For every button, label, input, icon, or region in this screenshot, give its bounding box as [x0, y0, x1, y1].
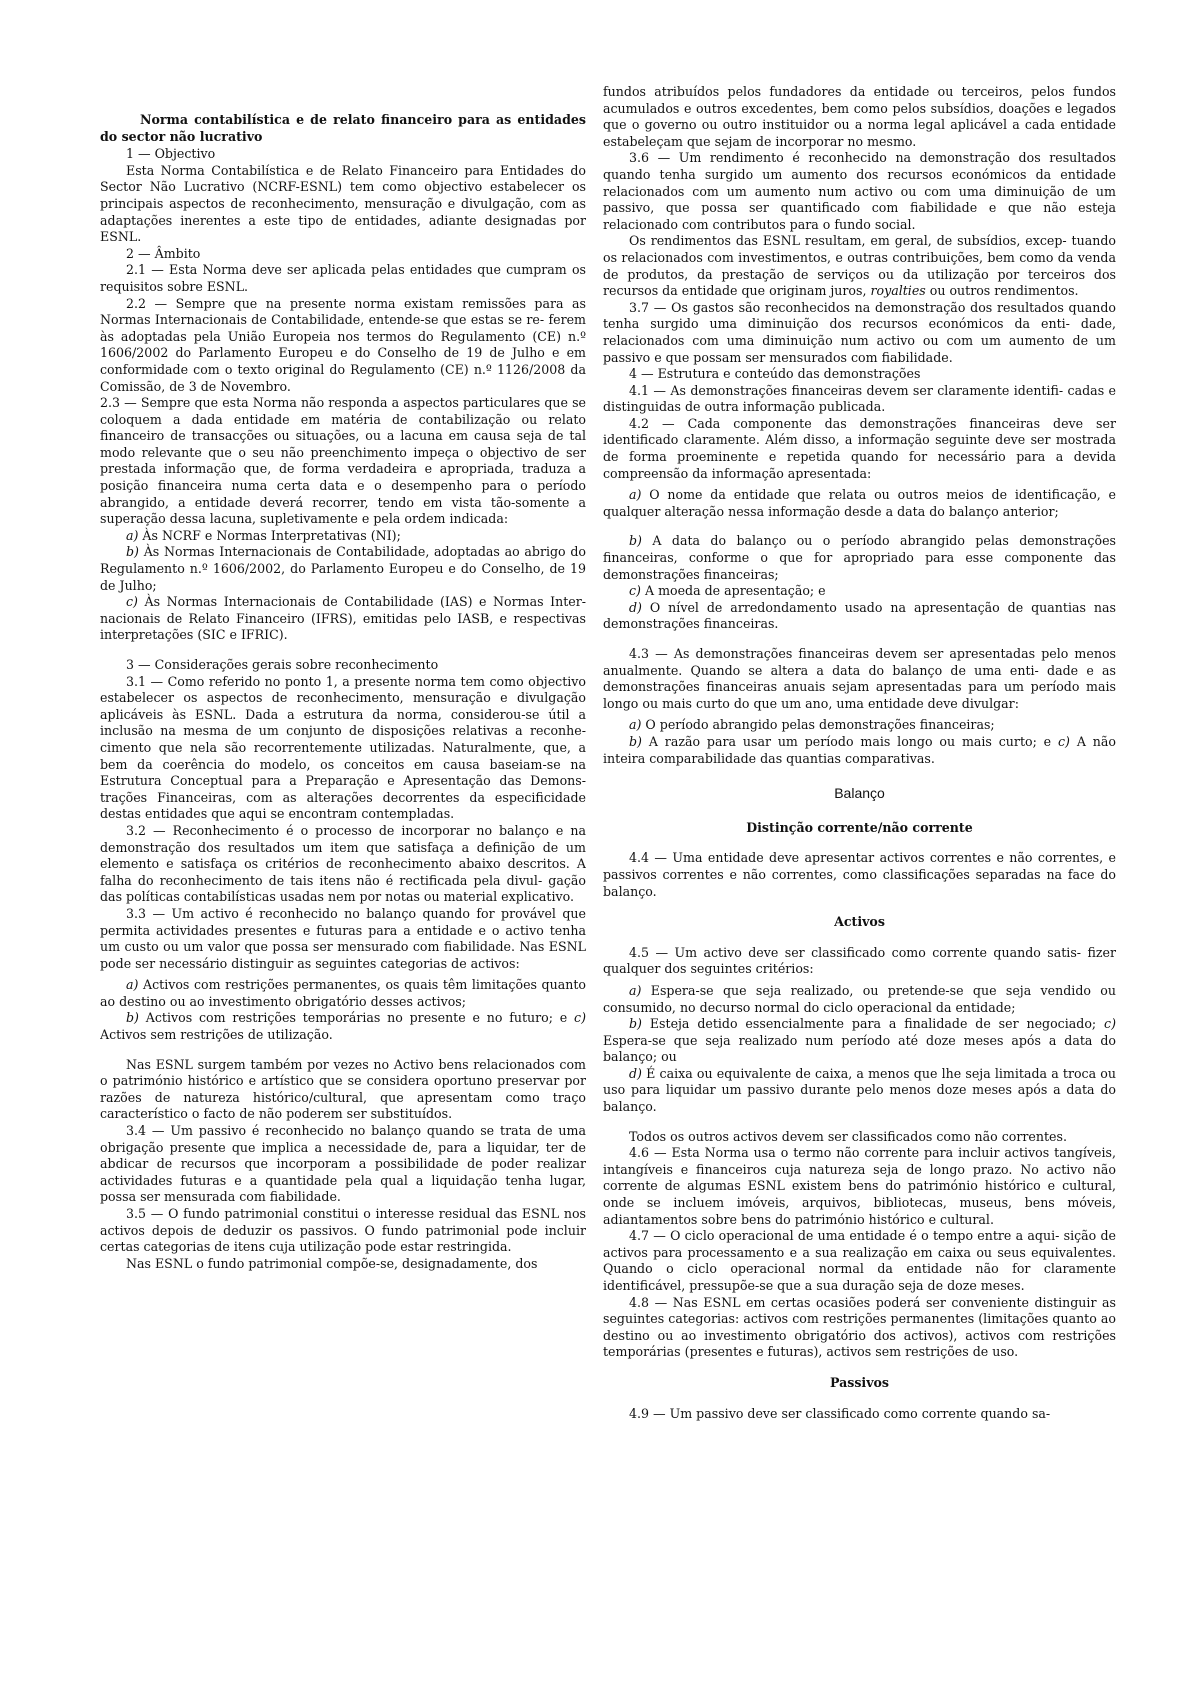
list-item: c) Às Normas Internacionais de Contabilidade (IAS) e Normas Inter- nacionais de Relato Financeiro (IFRS), emitidas pelo IASB, e respectivas interpretações (SIC e IFRIC). — [100, 594, 586, 643]
list-item: a) O nome da entidade que relata ou outros meios de identificação, e qualquer alteração nessa informação desde a data do balanço anterior; — [603, 487, 1116, 519]
paragraph: 3.2 — Reconhecimento é o processo de incorporar no balanço e na demonstração dos resultados um item que satisfaça a definição de um elemento e satisfaça os critérios de reconhecimento abaixo descritos. A falha do reconhecimento de tais itens não é rectificada pela divul- gação das políticas contabilísticas usadas nem por notas ou material explicativo. — [100, 822, 586, 905]
paragraph: 3.4 — Um passivo é reconhecido no balanço quando se trata de uma obrigação presente que implica a necessidade de, para a liquidar, ter de abdicar de recursos que incorporam a possibilidade de poder realizar actividades futuras e a quantidade pela qual a liquidação tenha lugar, possa ser mensurada com fiabilidade. — [100, 1123, 586, 1205]
list-item: b) Às Normas Internacionais de Contabilidade, adoptadas ao abrigo do Regulamento n.º 1606/2002, do Parlamento Europeu e do Conselho, de 19 de Julho; — [100, 544, 586, 593]
paragraph: 3.3 — Um activo é reconhecido no balanço quando for provável que permita actividades presentes e futuras para a entidade e o activo tenha um custo ou um valor que possa ser mensurado com fiabilidade. Nas ESNL pode ser necessário distinguir as seguintes categorias de activos: — [100, 905, 586, 971]
paragraph: 4.9 — Um passivo deve ser classificado como corrente quando sa- — [629, 1405, 1051, 1421]
paragraph: 4.4 — Uma entidade deve apresentar activos correntes e não correntes, e passivos correntes e não correntes, como classificações separadas na face do balanço. — [603, 850, 1116, 899]
paragraph: Nas ESNL o fundo patrimonial compõe-se, designadamente, dos — [126, 1255, 538, 1271]
list-item: b) A razão para usar um período mais longo ou mais curto; e c) A não inteira comparabilidade das quantias comparativas. — [603, 733, 1116, 766]
paragraph: 4.1 — As demonstrações financeiras devem ser claramente identifi- cadas e distinguidas de outra informação publicada. — [603, 382, 1116, 415]
paragraph: 4.6 — Esta Norma usa o termo não corrente para incluir activos tangíveis, intangíveis e financeiros cuja natureza seja de longo prazo. No activo não corrente de algumas ESNL existem bens do património histórico e cultural, onde se incluem imóveis, arquivos, bibliotecas, museus, bens móveis, adiantamentos sobre bens do património histórico e cultural. — [603, 1145, 1116, 1227]
paragraph: 2.3 — Sempre que esta Norma não responda a aspectos particulares que se coloquem a dada entidade em matéria de contabilização ou relato financeiro de transacções ou situações, ou a lacuna em causa seja de tal modo relevante que o seu não preenchimento impeça o objectivo de ser prestada informação que, de forma verdadeira e apropriada, traduza a posição financeira numa certa data e o desempenho para o período abrangido, a entidade deverá recorrer, tendo em vista tão-somente a superação dessa lacuna, supletivamente e pela ordem indicada: — [100, 395, 586, 527]
list-item: b) Activos com restrições temporárias no presente e no futuro; e c) Activos sem restrições de utilização. — [100, 1010, 586, 1043]
paragraph: 3.7 — Os gastos são reconhecidos na demonstração dos resultados quando tenha surgido uma diminuição dos recursos económicos da enti- dade, relacionados com uma diminuição num activo ou com um aumento de um passivo e que possam ser mensurados com fiabilidade. — [603, 299, 1116, 365]
list-item: d) É caixa ou equivalente de caixa, a menos que lhe seja limitada a troca ou uso para liquidar um passivo durante pelo menos doze meses após a data do balanço. — [603, 1065, 1116, 1115]
list-item: a) Espera-se que seja realizado, ou pretende-se que seja vendido ou consumido, no decurso normal do ciclo operacional da entidade; — [603, 982, 1116, 1015]
left-column — [100, 112, 586, 1684]
paragraph: fundos atribuídos pelos fundadores da entidade ou terceiros, pelos fundos acumulados e outros excedentes, bem como pelos subsídios, doações e legados que o governo ou outro instituidor ou a norma legal aplicável a cada entidade estabeleçam que sejam de incorporar no mesmo. — [603, 84, 1116, 149]
list-item: a) Activos com restrições permanentes, os quais têm limitações quanto ao destino ou ao investimento obrigatório desses activos; — [100, 977, 586, 1009]
list-item: c) A moeda de apresentação; e — [629, 583, 826, 599]
paragraph: 4.5 — Um activo deve ser classificado como corrente quando satis- fizer qualquer dos seguintes critérios: — [603, 944, 1116, 977]
list-item: a) O período abrangido pelas demonstrações financeiras; — [629, 717, 995, 733]
paragraph: Os rendimentos das ESNL resultam, em geral, de subsídios, excep- tuando os relacionados com investimentos, e outras contribuições, bem como da venda de produtos, da prestação de serviços ou da utilização por terceiros dos recursos da entidade que originam juros, royalties ou outros rendimentos. — [603, 233, 1116, 299]
paragraph: 4.8 — Nas ESNL em certas ocasiões poderá ser conveniente distinguir as seguintes categorias: activos com restrições permanentes (limitações quanto ao destino ou ao investimento obrigatório dos activos), activos com restrições temporárias (presentes e futuras), activos sem restrições de uso. — [603, 1294, 1116, 1360]
paragraph: 3.1 — Como referido no ponto 1, a presente norma tem como objectivo estabelecer os aspectos de reconhecimento, mensuração e divulgação aplicáveis às ESNL. Dada a estrutura da norma, considerou-se útil a inclusão na mesma de um conjunto de disposições relativas a reconhe- cimento que nela são recorrentemente utilizadas. Naturalmente, que, a bem da coerência do modelo, os conceitos em causa baseiam-se na Estrutura Conceptual para a Preparação e Apresentação das Demons- trações Financeiras, com as alterações decorrentes da especificidade destas entidades que aqui se encontram contempladas. — [100, 673, 586, 822]
section-title-balanco: Balanço — [834, 785, 885, 802]
section-heading: 1 — Objectivo — [126, 146, 216, 162]
subsection-title-activos: Activos — [834, 914, 885, 930]
list-item: b) Esteja detido essencialmente para a finalidade de ser negociado; c) Espera-se que seja realizado num período até doze meses após a data do balanço; ou — [603, 1016, 1116, 1065]
paragraph: Esta Norma Contabilística e de Relato Financeiro para Entidades do Sector Não Lucrativo (NCRF-ESNL) tem como objectivo estabelecer os principais aspectos de reconhecimento, mensuração e divulgação, com as adaptações inerentes a este tipo de entidades, adiante designadas por ESNL. — [100, 162, 586, 245]
paragraph: 2.1 — Esta Norma deve ser aplicada pelas entidades que cumpram os requisitos sobre ESNL. — [100, 262, 586, 294]
list-item: a) Às NCRF e Normas Interpretativas (NI); — [126, 527, 401, 543]
paragraph: Todos os outros activos devem ser classificados como não correntes. — [629, 1128, 1067, 1144]
section-heading: 3 — Considerações gerais sobre reconhecimento — [126, 657, 439, 672]
paragraph: 2.2 — Sempre que na presente norma existam remissões para as Normas Internacionais de Contabilidade, entende-se que estas se re- ferem às adoptadas pela União Europeia nos termos do Regulamento (CE) n.º 1606/2002 do Parlamento Europeu e do Conselho de 19 de Julho e em conformidade com o texto original do Regulamento (CE) n.º 1126/2008 da Comissão, de 3 de Novembro. — [100, 295, 586, 394]
paragraph: 4.2 — Cada componente das demonstrações financeiras deve ser identificado claramente. Além disso, a informação seguinte deve ser mostrada de forma proeminente e repetida quando for necessário para a devida compreensão da informação apresentada: — [603, 415, 1116, 481]
document-title: Norma contabilística e de relato financeiro para as entidades do sector não lucrativo — [100, 112, 586, 144]
subsection-title-distincao: Distinção corrente/não corrente — [746, 819, 973, 835]
paragraph: 3.6 — Um rendimento é reconhecido na demonstração dos resultados quando tenha surgido um aumento dos recursos económicos da entidade relacionados com um aumento num activo ou com uma diminuição de um passivo, que possa ser quantificado com fiabilidade e que não esteja relacionado com contributos para o fundo social. — [603, 150, 1116, 232]
paragraph: Nas ESNL surgem também por vezes no Activo bens relacionados com o património histórico e artístico que se considera oportuno preservar por razões de natureza histórico/cultural, que apresentam como traço característico o facto de não poderem ser substituídos. — [100, 1056, 586, 1122]
list-item: b) A data do balanço ou o período abrangido pelas demonstrações financeiras, conforme o que for apropriado para esse componente das demonstrações financeiras; — [603, 533, 1116, 582]
section-heading: 2 — Âmbito — [126, 245, 201, 261]
paragraph: 4.7 — O ciclo operacional de uma entidade é o tempo entre a aqui- sição de activos para processamento e a sua realização em caixa ou seus equivalentes. Quando o ciclo operacional normal da entidade não for claramente identificável, pressupõe-se que a sua duração seja de doze meses. — [603, 1228, 1116, 1293]
section-heading: 4 — Estrutura e conteúdo das demonstrações — [629, 366, 921, 382]
right-column — [603, 84, 1116, 1684]
list-item: d) O nível de arredondamento usado na apresentação de quantias nas demonstrações financeiras. — [603, 599, 1116, 632]
subsection-title-passivos: Passivos — [829, 1374, 890, 1390]
paragraph: 4.3 — As demonstrações financeiras devem ser apresentadas pelo menos anualmente. Quando se altera a data do balanço de uma enti- dade e as demonstrações financeiras anuais sejam apresentadas para um período mais longo ou mais curto do que um ano, uma entidade deve divulgar: — [603, 646, 1116, 711]
paragraph: 3.5 — O fundo patrimonial constitui o interesse residual das ESNL nos activos depois de deduzir os passivos. O fundo patrimonial pode incluir certas categorias de itens cuja utilização pode estar restringida. — [100, 1206, 586, 1255]
